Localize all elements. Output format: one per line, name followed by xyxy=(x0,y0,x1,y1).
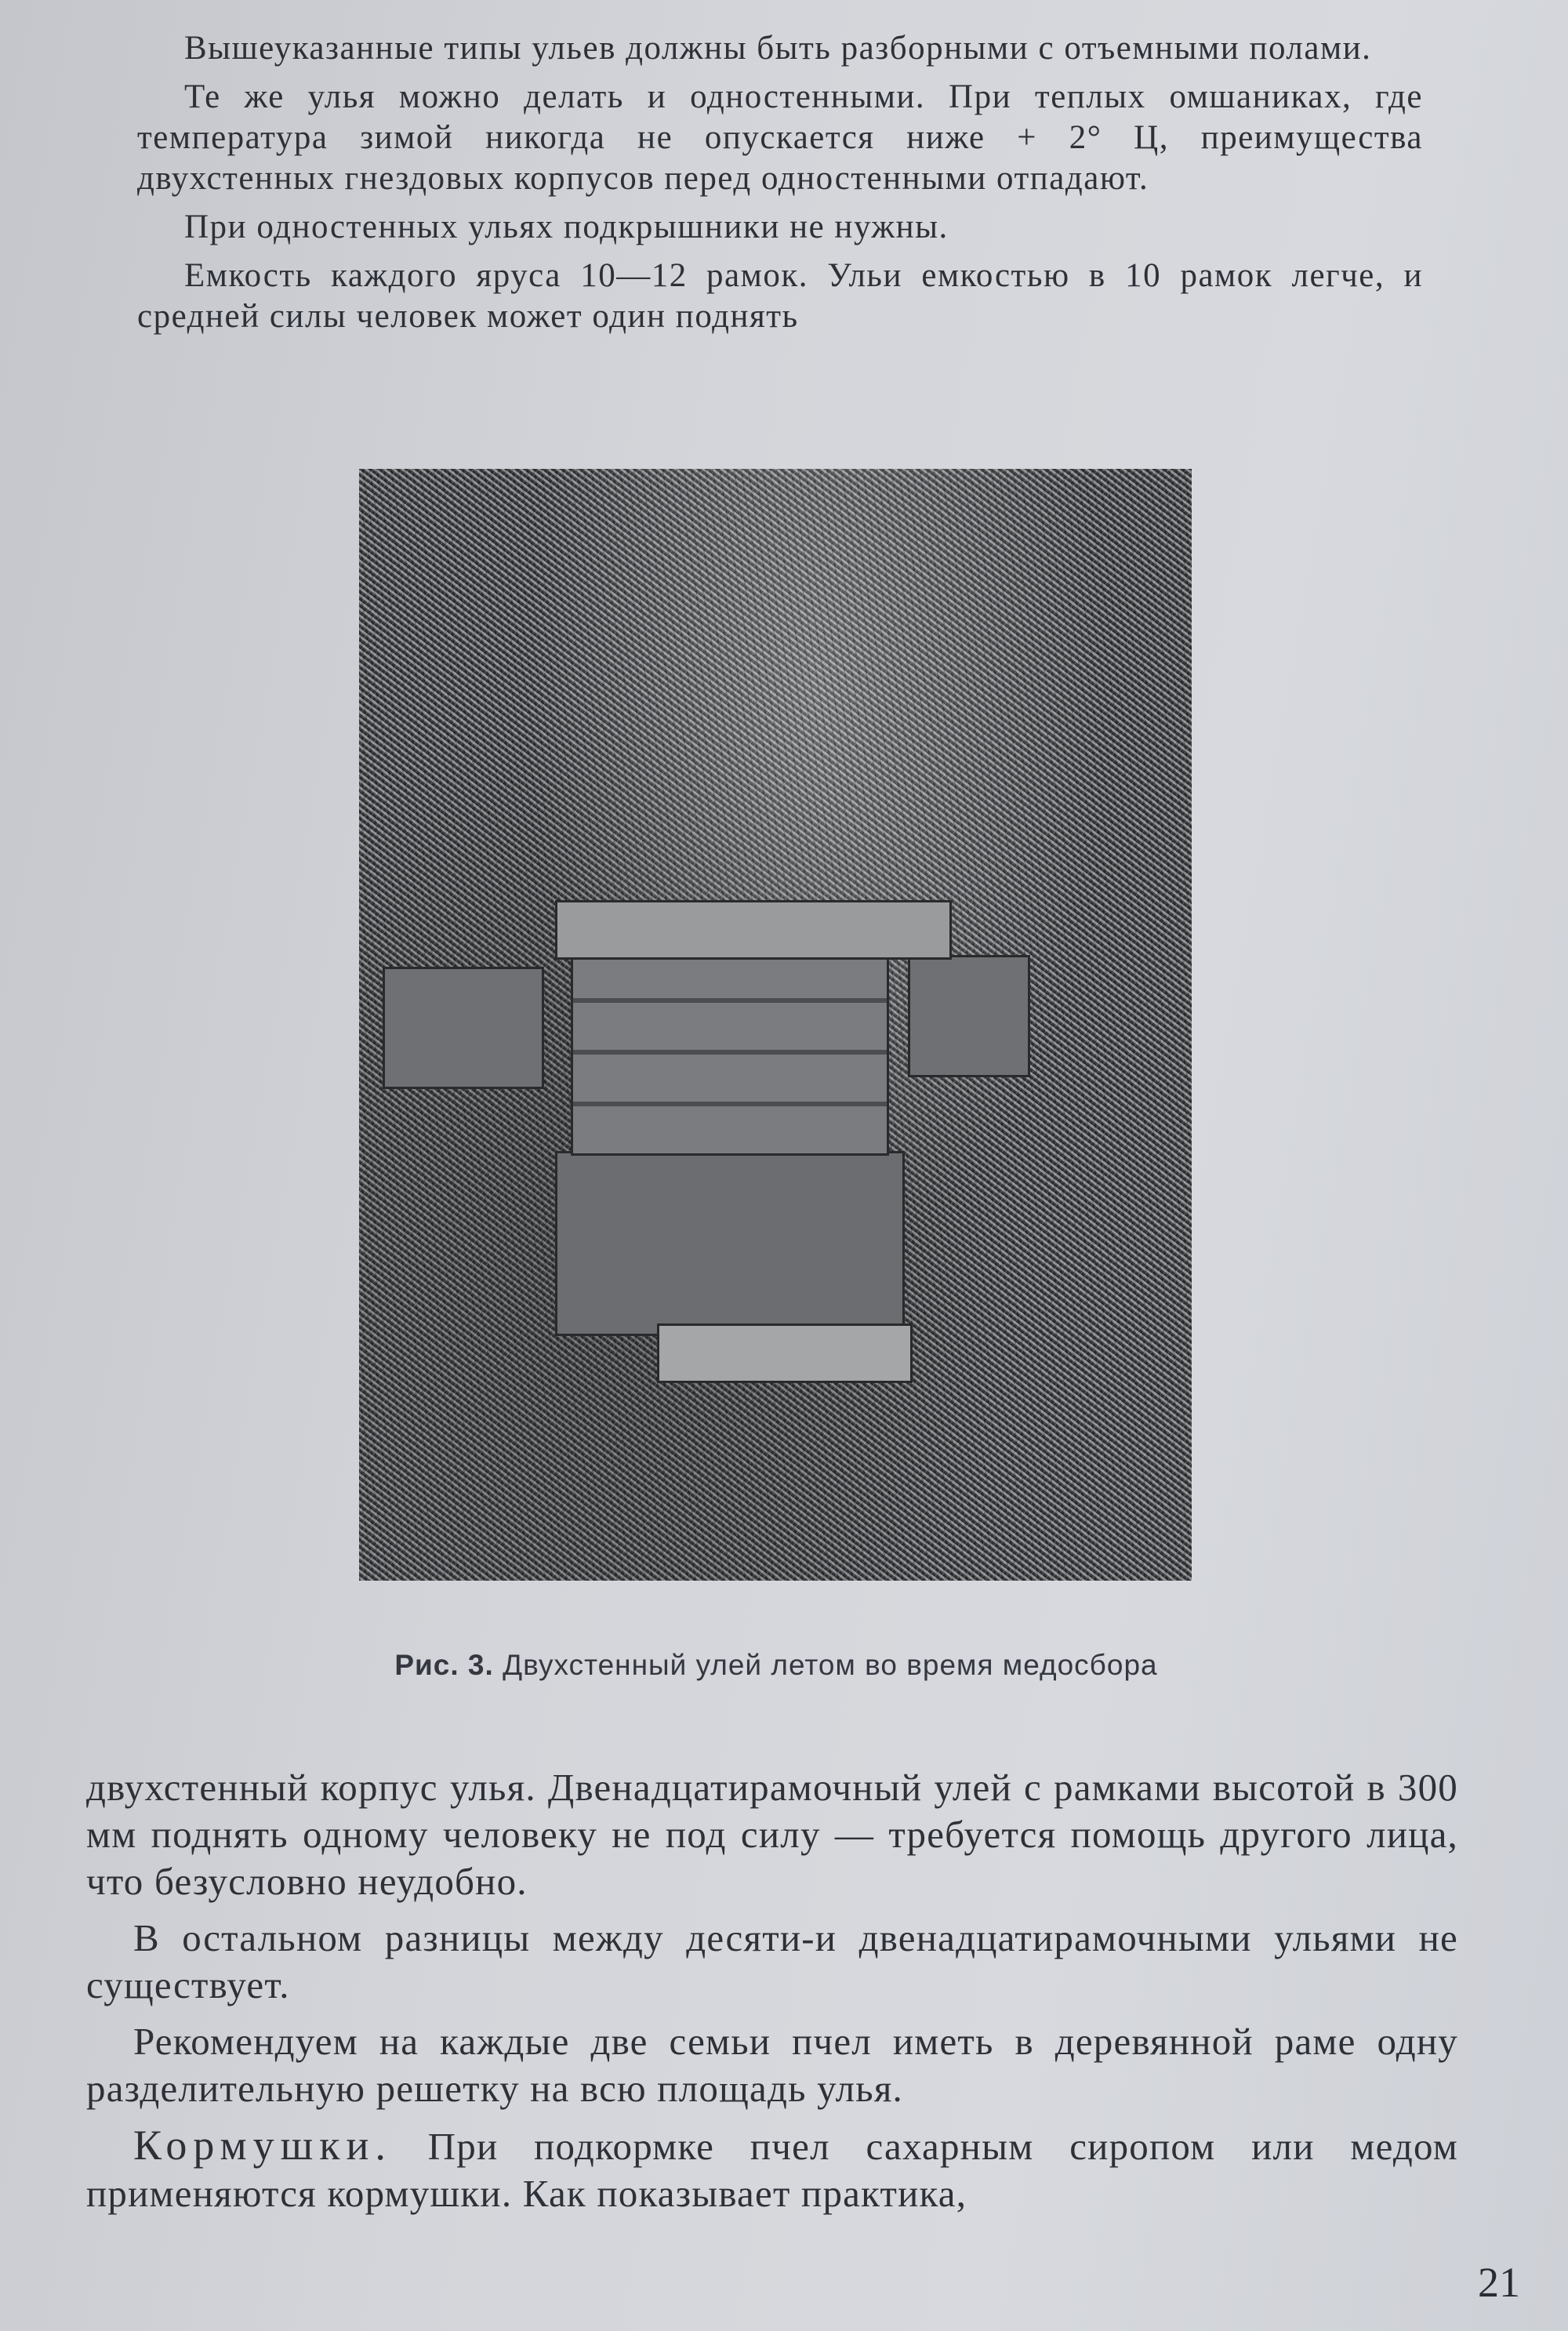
beehive-photo xyxy=(359,469,1192,1581)
landing-board xyxy=(657,1323,913,1383)
hive-body xyxy=(571,955,889,1156)
bottom-text-block xyxy=(86,1764,1458,2227)
figure-caption xyxy=(345,1647,1207,1684)
paragraph-single-wall: Те же улья можно делать и одностенными. При теплых омшаниках, где температура зимой никогда не опускается ниже + 2° Ц, преимущества двухстенных гнездовых корпусов перед одностенными отпадают. xyxy=(137,78,1423,197)
background-hive-left xyxy=(383,967,544,1089)
paragraph-hive-types: Вышеуказанные типы ульев должны быть разборными с отъемными полами. xyxy=(184,30,1372,67)
figure-caption-text: Двухстенный улей летом во время медосбора xyxy=(503,1649,1158,1681)
background-hive-right xyxy=(908,955,1030,1077)
paragraph-feeders xyxy=(86,2122,1458,2217)
paragraph-capacity: Емкость каждого яруса 10—12 рамок. Ульи емкостью в 10 рамок легче, и средней силы человек может один поднять xyxy=(137,257,1423,335)
figure-number: Рис. 3. xyxy=(394,1649,494,1681)
paragraph-no-difference: В остальном разницы между десяти-и двенадцатирамочными ульями не существует. xyxy=(86,1916,1458,2006)
top-text-block xyxy=(137,28,1423,345)
hive-roof xyxy=(555,900,952,960)
hive-stand xyxy=(555,1151,905,1336)
feeders-heading: Кормушки. xyxy=(133,2122,392,2169)
page-number: 21 xyxy=(1478,2259,1520,2306)
feeders-text: При подкормке пчел сахарным сиропом или медом применяются кормушки. Как показывает практика, xyxy=(86,2125,1458,2215)
paragraph-roof-covers: При одностенных ульях подкрышники не нужны. xyxy=(184,209,949,245)
paragraph-two-wall-body: двухстенный корпус улья. Двенадцатирамочный улей с рамками высотой в 300 мм поднять одному человеку не под силу — требуется помощь другого лица, что безусловно неудобно. xyxy=(86,1766,1458,1903)
paragraph-queen-excluder: Рекомендуем на каждые две семьи пчел иметь в деревянной раме одну разделительную решетку на всю площадь улья. xyxy=(86,2020,1458,2110)
